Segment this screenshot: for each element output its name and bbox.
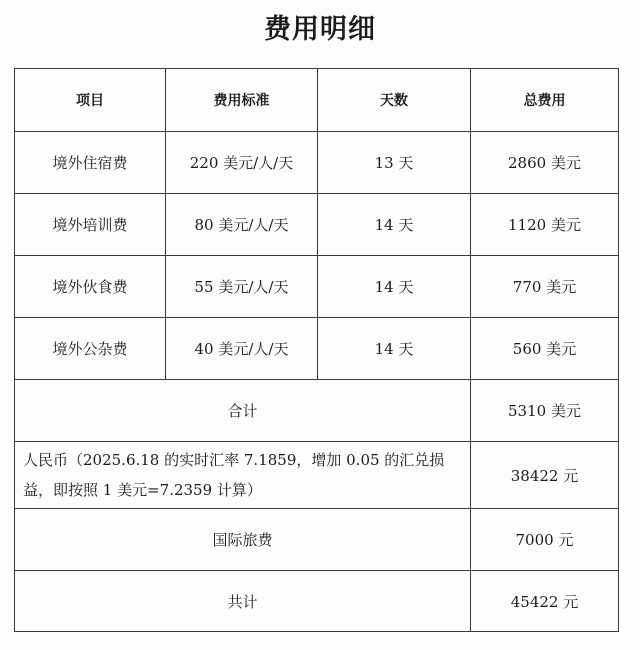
cell-days: 14 天 bbox=[318, 194, 471, 256]
rmb-row bbox=[15, 442, 619, 509]
cell-total: 770 美元 bbox=[471, 256, 619, 318]
cell-item: 境外培训费 bbox=[15, 194, 166, 256]
expense-table bbox=[14, 68, 619, 632]
table-row bbox=[15, 318, 619, 380]
rmb-value: 38422 元 bbox=[471, 442, 619, 509]
subtotal-value: 5310 美元 bbox=[471, 380, 619, 442]
table-row bbox=[15, 194, 619, 256]
table-row bbox=[15, 256, 619, 318]
cell-item: 境外伙食费 bbox=[15, 256, 166, 318]
international-travel-row bbox=[15, 509, 619, 571]
grand-total-value: 45422 元 bbox=[471, 571, 619, 632]
cell-days: 13 天 bbox=[318, 132, 471, 194]
cell-standard: 80 美元/人/天 bbox=[166, 194, 318, 256]
cell-item: 境外住宿费 bbox=[15, 132, 166, 194]
international-travel-value: 7000 元 bbox=[471, 509, 619, 571]
international-travel-label: 国际旅费 bbox=[15, 509, 471, 571]
header-days: 天数 bbox=[318, 69, 471, 132]
rmb-label: 人民币（2025.6.18 的实时汇率 7.1859，增加 0.05 的汇兑损益，即按照 1 美元=7.2359 计算） bbox=[15, 442, 471, 509]
cell-item: 境外公杂费 bbox=[15, 318, 166, 380]
cell-days: 14 天 bbox=[318, 256, 471, 318]
cell-standard: 40 美元/人/天 bbox=[166, 318, 318, 380]
subtotal-row bbox=[15, 380, 619, 442]
grand-total-row bbox=[15, 571, 619, 632]
cell-total: 1120 美元 bbox=[471, 194, 619, 256]
cell-days: 14 天 bbox=[318, 318, 471, 380]
header-standard: 费用标准 bbox=[166, 69, 318, 132]
header-item: 项目 bbox=[15, 69, 166, 132]
cell-standard: 220 美元/人/天 bbox=[166, 132, 318, 194]
cell-total: 560 美元 bbox=[471, 318, 619, 380]
cell-standard: 55 美元/人/天 bbox=[166, 256, 318, 318]
subtotal-label: 合计 bbox=[15, 380, 471, 442]
grand-total-label: 共计 bbox=[15, 571, 471, 632]
table-row bbox=[15, 132, 619, 194]
cell-total: 2860 美元 bbox=[471, 132, 619, 194]
page-title: 费用明细 bbox=[264, 14, 376, 45]
header-total: 总费用 bbox=[471, 69, 619, 132]
table-header-row bbox=[15, 69, 619, 132]
